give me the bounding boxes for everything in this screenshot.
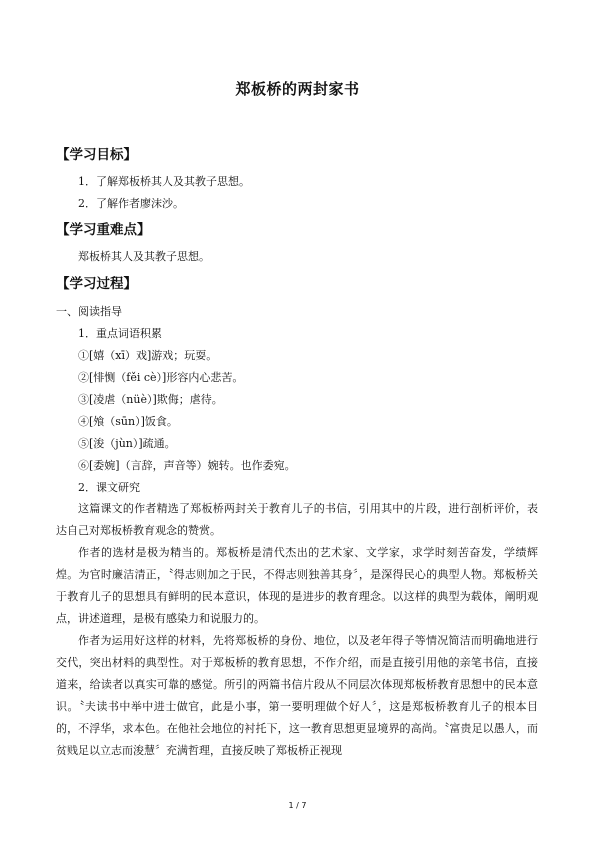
goal-item-2: 2．了解作者廖沫沙。 — [78, 197, 184, 210]
vocab-item-3: ③[凌虐（nüè）]欺侮；虐待。 — [78, 393, 223, 406]
part-reading-guide: 一、阅读指导 — [56, 305, 122, 318]
vocab-item-2: ②[悱恻（fěi cè）]形容内心悲苦。 — [78, 371, 244, 384]
key-points-text: 郑板桥其人及其教子思想。 — [78, 250, 210, 263]
vocab-item-1: ①[嬉（xī）戏]游戏；玩耍。 — [78, 349, 218, 362]
document-title: 郑板桥的两封家书 — [235, 80, 360, 98]
heading-learning-process: 【学习过程】 — [56, 276, 137, 292]
vocab-item-4: ④[飧（sūn）]饭食。 — [78, 415, 178, 428]
sub-text-study: 2．课文研究 — [78, 481, 140, 494]
goal-item-1: 1．了解郑板桥其人及其教子思想。 — [78, 175, 250, 188]
paragraph-2: 作者的选材是极为精当的。郑板桥是清代杰出的艺术家、文学家，求学时刻苦奋发，学绩辉煌。为官时廉洁清正，〝得志则加之于民，不得志则独善其身〞，是深得民心的典型人物。郑板桥关于教育儿子的思想具有鲜明的民本意识，体现的是进步的教育理念。以这样的典型为载体，阐明观点，讲述道理，是极有感染力和说服力的。 — [56, 546, 538, 625]
page-number: 1 / 7 — [288, 801, 307, 810]
heading-key-points: 【学习重难点】 — [56, 222, 151, 238]
paragraph-1: 这篇课文的作者精选了郑板桥两封关于教育儿子的书信，引用其中的片段，进行剖析评价，表达自己对郑板桥教育观念的赞赏。 — [56, 502, 538, 537]
sub-vocabulary: 1．重点词语积累 — [78, 327, 162, 340]
paragraph-3: 作者为运用好这样的材料，先将郑板桥的身份、地位，以及老年得子等情况简洁而明确地进行交代，突出材料的典型性。对于郑板桥的教育思想，不作介绍，而是直接引用他的亲笔书信，直接道来，给读者以真实可靠的感觉。所引的两篇书信片段从不同层次体现郑板桥教育思想中的民本意识。〝夫读书中举中进士做官，此是小事，第一要明理做个好人〞，这是郑板桥教育儿子的根本目的，不浮华，求本色。在他社会地位的衬托下，这一教育思想更显境界的高尚。〝富贵足以愚人，而贫贱足以立志而浚慧〞充满哲理，直接反映了郑板桥正视现 — [56, 634, 538, 757]
heading-learning-goals: 【学习目标】 — [56, 147, 137, 163]
vocab-item-5: ⑤[浚（jùn）]疏通。 — [78, 437, 176, 450]
vocab-item-6: ⑥[委婉]（言辞，声音等）婉转。也作委宛。 — [78, 459, 296, 472]
